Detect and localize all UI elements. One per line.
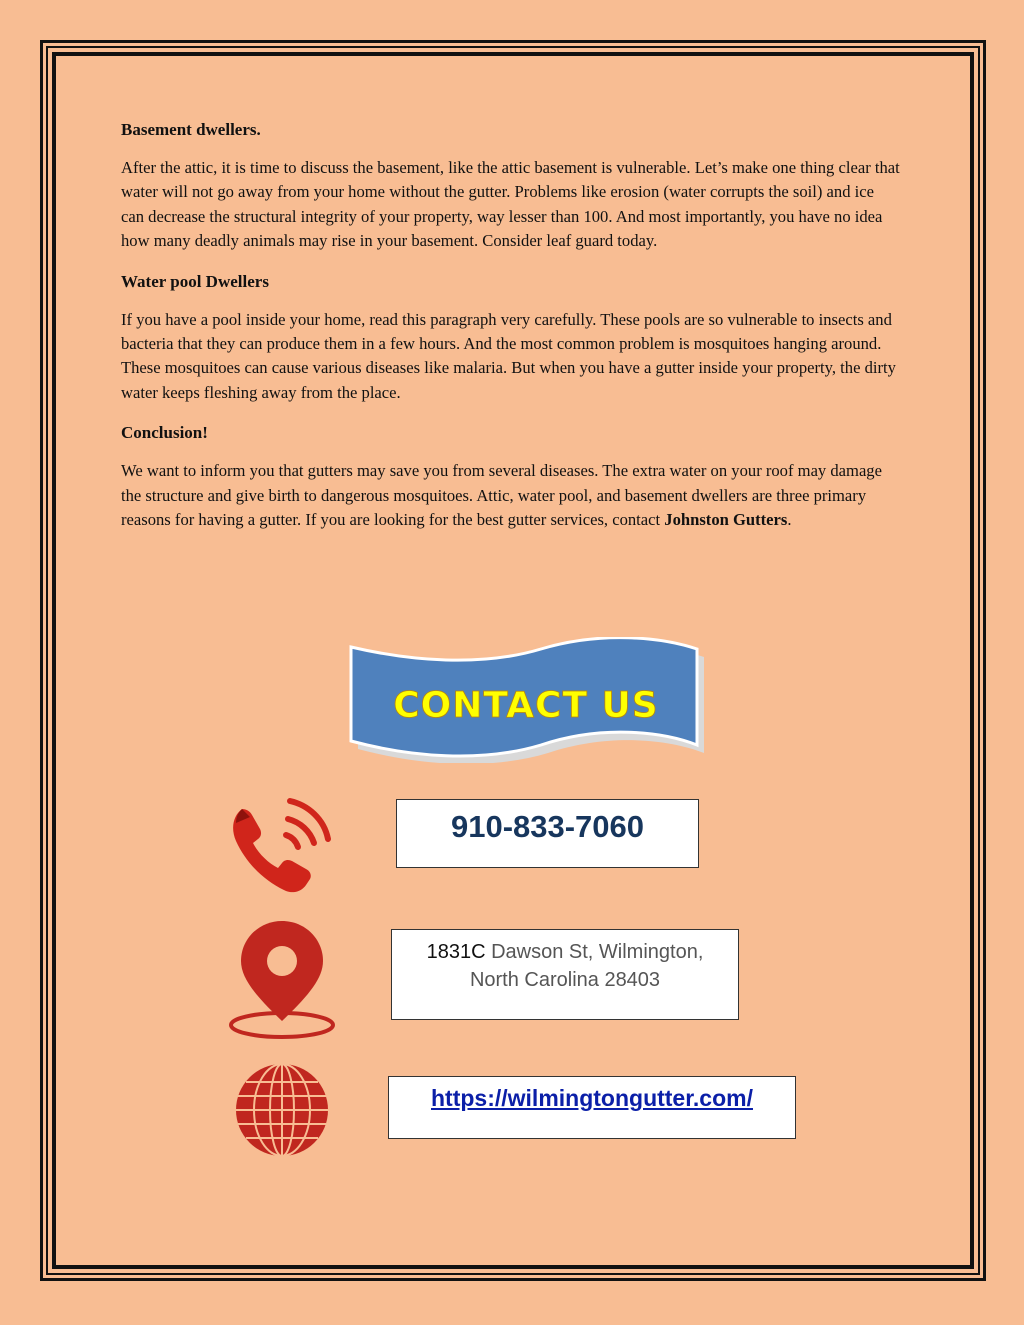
address-line-1 [392, 938, 738, 966]
section-paragraph-water-pool: If you have a pool inside your home, read this paragraph very carefully. These pools are so vulnerable to insects and bacteria that they can produce them in a few hours. And the most common problem is mosquitoes hanging around. These mosquitoes can cause various diseases like malaria. But when you have a gutter inside your property, the dirty water keeps fleshing away from the place. [121, 309, 896, 402]
phone-icon [228, 793, 334, 893]
conclusion-text: We want to inform you that gutters may save you from several diseases. The extra water on your roof may damage the structure and give birth to dangerous mosquitoes. Attic, water pool, and basement dwellers are three primary reasons for having a gutter. If you are looking for the best gutter services, contact [121, 461, 882, 530]
article-body [121, 118, 901, 548]
globe-icon [234, 1062, 330, 1158]
contact-us-banner [345, 637, 707, 763]
section-heading-water-pool: Water pool Dwellers [121, 271, 269, 291]
website-link[interactable]: https://wilmingtongutter.com/ [431, 1085, 753, 1111]
website-box [388, 1076, 796, 1139]
phone-box[interactable] [396, 799, 699, 868]
section-paragraph-conclusion [121, 459, 901, 532]
location-pin-icon [227, 917, 337, 1039]
section-heading-basement: Basement dwellers. [121, 120, 261, 139]
contact-us-label: CONTACT US [393, 685, 659, 726]
section-paragraph-basement: After the attic, it is time to discuss the basement, like the attic basement is vulnerable. Let’s make one thing clear that water will not go away from your home without the gutter. Problems like erosion (water corrupts the soil) and ice can decrease the structural integrity of your property, way lesser than 100. And most importantly, you have no idea how many deadly animals may rise in your basement. Consider leaf guard today. [121, 158, 900, 251]
conclusion-end: . [787, 510, 792, 530]
address-number: 1831C [426, 941, 486, 963]
section-heading-conclusion: Conclusion! [121, 423, 208, 443]
phone-number[interactable]: 910-833-7060 [450, 809, 645, 844]
address-street: Dawson St, Wilmington, [485, 941, 704, 963]
address-line-2: North Carolina 28403 [469, 969, 661, 991]
company-name: Johnston Gutters [664, 510, 788, 530]
address-box [391, 929, 739, 1020]
